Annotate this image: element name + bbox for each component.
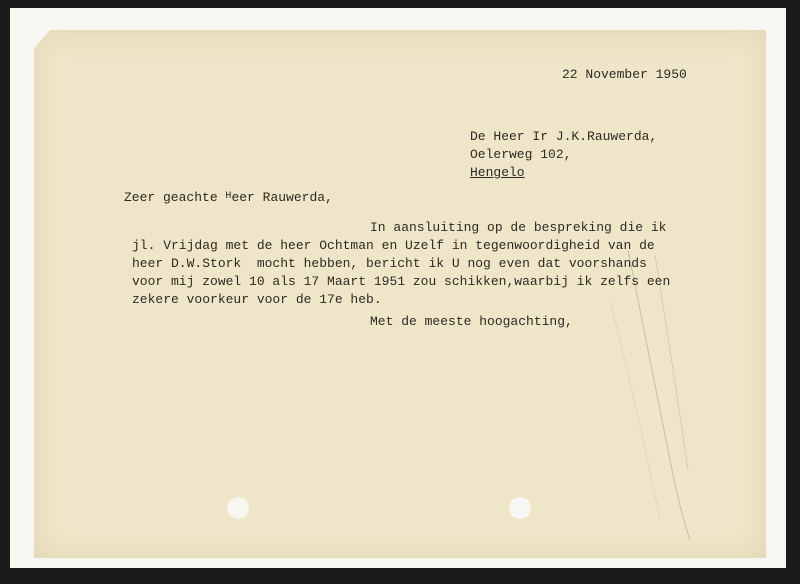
salutation-raised-letter: H [225,191,232,202]
body-line-5: zekere voorkeur voor de 17e heb. [132,292,382,307]
recipient-name: De Heer Ir J.K.Rauwerda, [470,129,658,144]
recipient-city: Hengelo [470,165,525,180]
punch-hole-left [227,497,249,519]
punch-hole-right [509,497,531,519]
body-line-2: jl. Vrijdag met de heer Ochtman en Uzelf in tegenwoordigheid van de [132,238,655,253]
body-line-1: In aansluiting op de bespreking die ik [370,220,667,235]
salutation [124,189,333,209]
body-line-4: voor mij zowel 10 als 17 Maart 1951 zou schikken,waarbij ik zelfs een [132,274,671,289]
salutation-part2: eer Rauwerda, [231,190,333,205]
recipient-street: Oelerweg 102, [470,147,572,162]
body-line-3: heer D.W.Stork mocht hebben, bericht ik U nog even dat voorshands [132,256,647,271]
salutation-part1: Zeer geachte [124,190,226,205]
closing: Met de meeste hoogachting, [370,314,573,329]
letter-date: 22 November 1950 [562,67,687,82]
